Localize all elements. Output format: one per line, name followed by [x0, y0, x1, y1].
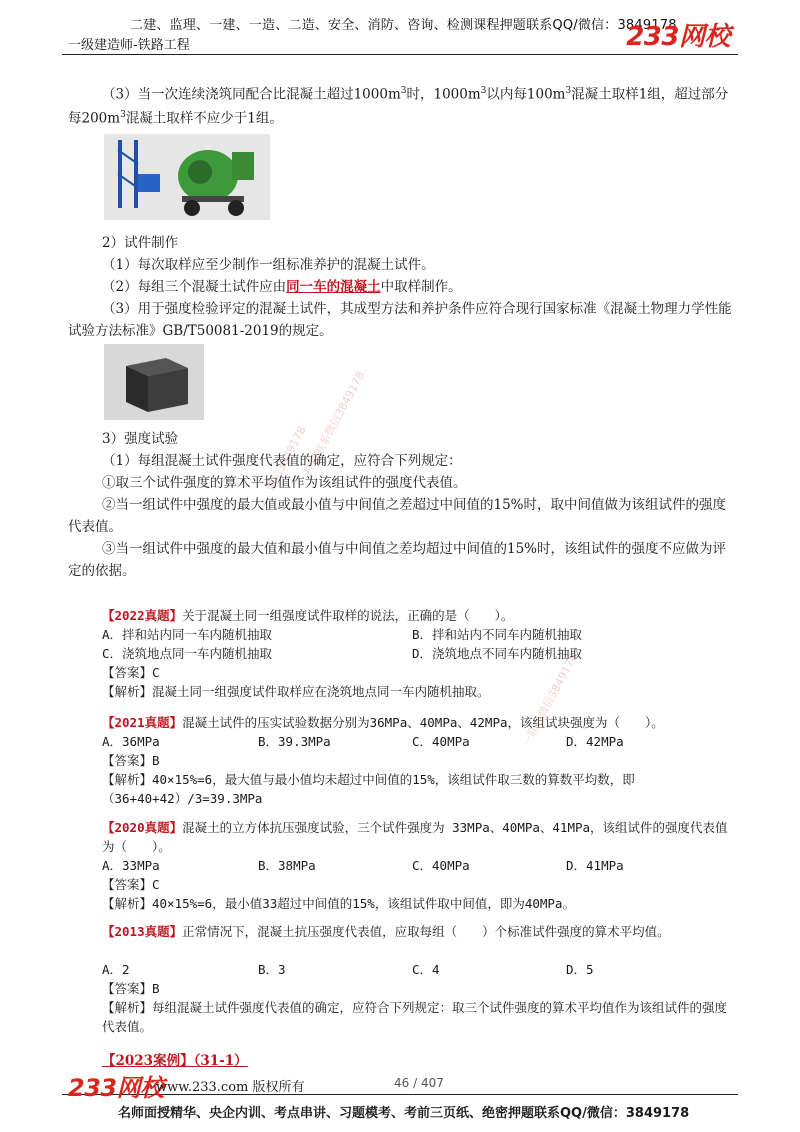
footer-logo: 233网校	[68, 1074, 164, 1102]
answer-2022: 【答案】C	[102, 665, 160, 680]
option-2020-b: B．38MPa	[258, 858, 316, 873]
option-2013-c: C．4	[412, 962, 440, 977]
option-2022-b: B．拌和站内不同车内随机抽取	[412, 627, 583, 642]
answer-2013: 【答案】B	[102, 981, 160, 996]
option-2021-d: D．42MPa	[566, 734, 624, 749]
option-2022-c: C．浇筑地点同一车内随机抽取	[102, 646, 273, 661]
strength-rule-3: ③当一组试件中强度的最大值和最小值与中间值之差均超过中间值的15%时，该组试件的强度不应做为评定的依据。	[68, 541, 727, 579]
question-2020-stem: 【2020真题】混凝土的立方体抗压强度试验，三个试件强度为 33MPa、40MPa、41MPa，该组试件的强度代表值为（ ）。	[102, 820, 728, 854]
option-2020-c: C．40MPa	[412, 858, 470, 873]
specimen-heading: 2）试件制作	[102, 235, 179, 251]
question-2021-stem: 【2021真题】混凝土试件的压实试验数据分别为36MPa、40MPa、42MPa，该组试块强度为（ ）。	[102, 715, 664, 730]
option-2021-b: B．39.3MPa	[258, 734, 331, 749]
question-2022-tag: 【2022真题】	[102, 608, 183, 623]
question-2013-tag: 【2013真题】	[102, 924, 183, 939]
strength-heading: 3）强度试验	[102, 431, 179, 447]
sampling-paragraph: （3）当一次连续浇筑同配合比混凝土超过$1000m^3$时，$1000m^3$以内每$100m^3$混凝土取样1组，超过部分	[102, 86, 729, 103]
question-2021-tag: 【2021真题】	[102, 715, 183, 730]
concrete-cube-image	[104, 344, 204, 420]
watermark-2: 押题联系微信3849178	[301, 369, 368, 478]
analysis-2021: 【解析】40×15%=6，最大值与最小值均未超过中间值的15%，该组试件取三数的算数平均数，即（36+40+42）/3=39.3MPa	[102, 772, 635, 806]
question-2013-stem: 【2013真题】正常情况下，混凝土抗压强度代表值，应取每组（ ）个标准试件强度的算术平均值。	[102, 924, 670, 939]
analysis-2022: 【解析】混凝土同一组强度试件取样应在浇筑地点同一车内随机抽取。	[102, 684, 490, 699]
concrete-mixer-image	[104, 134, 270, 220]
question-2022-stem: 【2022真题】关于混凝土同一组强度试件取样的说法，正确的是（ ）。	[102, 608, 514, 623]
option-2022-a: A．拌和站内同一车内随机抽取	[102, 627, 273, 642]
analysis-2020: 【解析】40×15%=6，最小值33超过中间值的15%，该组试件取中间值，即为40MPa。	[102, 896, 575, 911]
strength-item-1: （1）每组混凝土试件强度代表值的确定，应符合下列规定：	[102, 453, 462, 469]
question-2020-tag: 【2020真题】	[102, 820, 183, 835]
header-subtitle: 一级建造师-铁路工程	[68, 38, 190, 53]
specimen-item-3: （3）用于强度检验评定的混凝土试件，其成型方法和养护条件应符合现行国家标准《混凝土物理力学性能试验方法标准》GB/T50081-2019的规定。	[68, 301, 732, 339]
option-2021-a: A．36MPa	[102, 734, 160, 749]
page-number: 46 / 407	[394, 1076, 444, 1090]
option-2013-b: B．3	[258, 962, 286, 977]
option-2020-a: A．33MPa	[102, 858, 160, 873]
option-2013-a: A．2	[102, 962, 130, 977]
answer-2021: 【答案】B	[102, 753, 160, 768]
header-contact-line: 二建、监理、一建、一造、二造、安全、消防、咨询、检测课程押题联系QQ/微信：3849178	[130, 18, 677, 33]
analysis-2013: 【解析】每组混凝土试件强度代表值的确定，应符合下列规定：取三个试件强度的算术平均值作为该组试件的强度代表值。	[102, 1000, 728, 1034]
option-2021-c: C．40MPa	[412, 734, 470, 749]
brand-logo: 233网校	[626, 22, 730, 52]
specimen-item-2: （2）每组三个混凝土试件应由同一车的混凝土中取样制作。	[102, 279, 462, 295]
strength-rule-2: ②当一组试件中强度的最大值或最小值与中间值之差超过中间值的15%时，取中间值做为该组试件的强度代表值。	[68, 497, 727, 535]
strength-rule-1: ①取三个试件强度的算术平均值作为该组试件的强度代表值。	[102, 475, 467, 491]
case-2023-tag: 【2023案例】（31-1）	[102, 1053, 248, 1069]
footer-contact-line: 名师面授精华、央企内训、考点串讲、习题模考、考前三页纸、绝密押题联系QQ/微信：3849178	[118, 1106, 690, 1121]
answer-2020: 【答案】C	[102, 877, 160, 892]
option-2022-d: D．浇筑地点不同车内随机抽取	[412, 646, 583, 661]
watermark-1: 微信3849178	[263, 424, 309, 494]
header-rule	[62, 54, 738, 55]
watermark-3: 一联系微信3849178	[519, 651, 581, 750]
option-2013-d: D．5	[566, 962, 594, 977]
footer-site: www.233.com 版权所有	[156, 1080, 305, 1095]
same-truck-emphasis: 同一车的混凝土	[286, 279, 381, 295]
sampling-paragraph-line2: 每$200m^3$混凝土取样不应少于1组。	[68, 110, 283, 127]
specimen-item-1: （1）每次取样应至少制作一组标准养护的混凝土试件。	[102, 257, 435, 273]
option-2020-d: D．41MPa	[566, 858, 624, 873]
